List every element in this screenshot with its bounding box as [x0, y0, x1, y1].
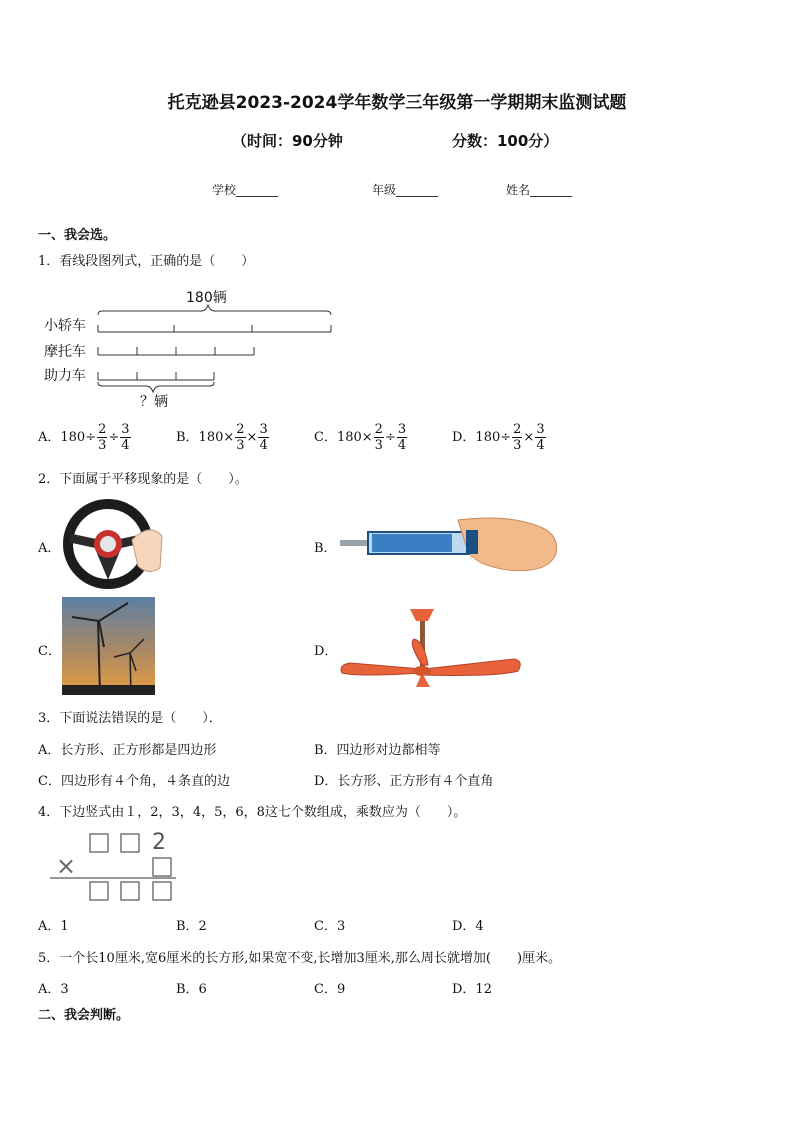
q3-option-a[interactable]: A．长方形、正方形都是四边形: [38, 743, 217, 758]
wind-turbine-image: [62, 597, 155, 695]
q2-option-c[interactable]: C．: [38, 644, 61, 659]
q4-option-c[interactable]: C．3: [314, 919, 346, 934]
q3-option-c[interactable]: C．四边形有４个角，４条直的边: [38, 774, 230, 789]
syringe-image: [338, 516, 560, 578]
school-field: 学校_______: [212, 183, 279, 197]
q4-option-a[interactable]: A．1: [38, 919, 69, 934]
total-label: 180辆: [186, 290, 227, 306]
page-title: 托克逊县2023-2024学年数学三年级第一学期期末监测试题: [167, 93, 627, 113]
vertical-multiplication: [48, 830, 188, 902]
q4-option-d[interactable]: D．4: [452, 919, 484, 934]
q1-option-b[interactable]: B．180× $\frac{2}{3}$ × $\frac{3}{4}$: [176, 422, 268, 453]
row-label-motorcycle: 摩托车: [44, 344, 86, 360]
ceiling-fan-image: [338, 603, 524, 693]
q5-option-d[interactable]: D．12: [452, 982, 492, 997]
q3-option-d[interactable]: D．长方形、正方形有４个直角: [314, 774, 494, 789]
row-label-moped: 助力车: [44, 368, 86, 384]
unknown-label: ？辆: [140, 394, 168, 410]
section-heading-choice: 一、我会选。: [38, 228, 117, 243]
times-sign: ×: [56, 852, 77, 880]
exam-score: 分数：100分）: [452, 132, 559, 150]
q2-option-a[interactable]: A．: [38, 541, 61, 556]
question-2: 2．下面属于平移现象的是（ ）。: [38, 472, 248, 487]
q1-option-d[interactable]: D．180÷ $\frac{2}{3}$ × $\frac{3}{4}$: [452, 422, 545, 453]
segment-lines: [36, 285, 346, 415]
question-5: 5．一个长10厘米,宽6厘米的长方形,如果宽不变,长增加3厘米,那么周长就增加( )厘米。: [38, 951, 562, 966]
q4-option-b[interactable]: B．2: [176, 919, 207, 934]
q5-option-a[interactable]: A．3: [38, 982, 69, 997]
q5-option-b[interactable]: B．6: [176, 982, 207, 997]
q2-option-b[interactable]: B．: [314, 541, 337, 556]
name-field: 姓名_______: [506, 183, 573, 197]
q5-option-c[interactable]: C．9: [314, 982, 346, 997]
q3-option-b[interactable]: B．四边形对边都相等: [314, 743, 441, 758]
segment-diagram: [36, 285, 346, 415]
question-3: 3．下面说法错误的是（ ）．: [38, 711, 222, 726]
grade-field: 年级_______: [372, 183, 439, 197]
multiplicand-digit: 2: [152, 830, 166, 855]
q1-option-c[interactable]: C．180× $\frac{2}{3}$ ÷ $\frac{3}{4}$: [314, 422, 407, 453]
steering-wheel-image: [62, 498, 166, 590]
section-heading-judge: 二、我会判断。: [38, 1008, 130, 1023]
q1-option-a[interactable]: A．180÷ $\frac{2}{3}$ ÷ $\frac{3}{4}$: [38, 422, 130, 453]
row-label-car: 小轿车: [44, 318, 86, 334]
q2-option-d[interactable]: D．: [314, 644, 338, 659]
question-1: 1．看线段图列式，正确的是（ ）: [38, 254, 255, 269]
question-4: 4．下边竖式由１，2，3，4，5，6，8这七个数组成，乘数应为（ ）。: [38, 805, 467, 820]
exam-time: （时间：90分钟: [232, 132, 343, 150]
